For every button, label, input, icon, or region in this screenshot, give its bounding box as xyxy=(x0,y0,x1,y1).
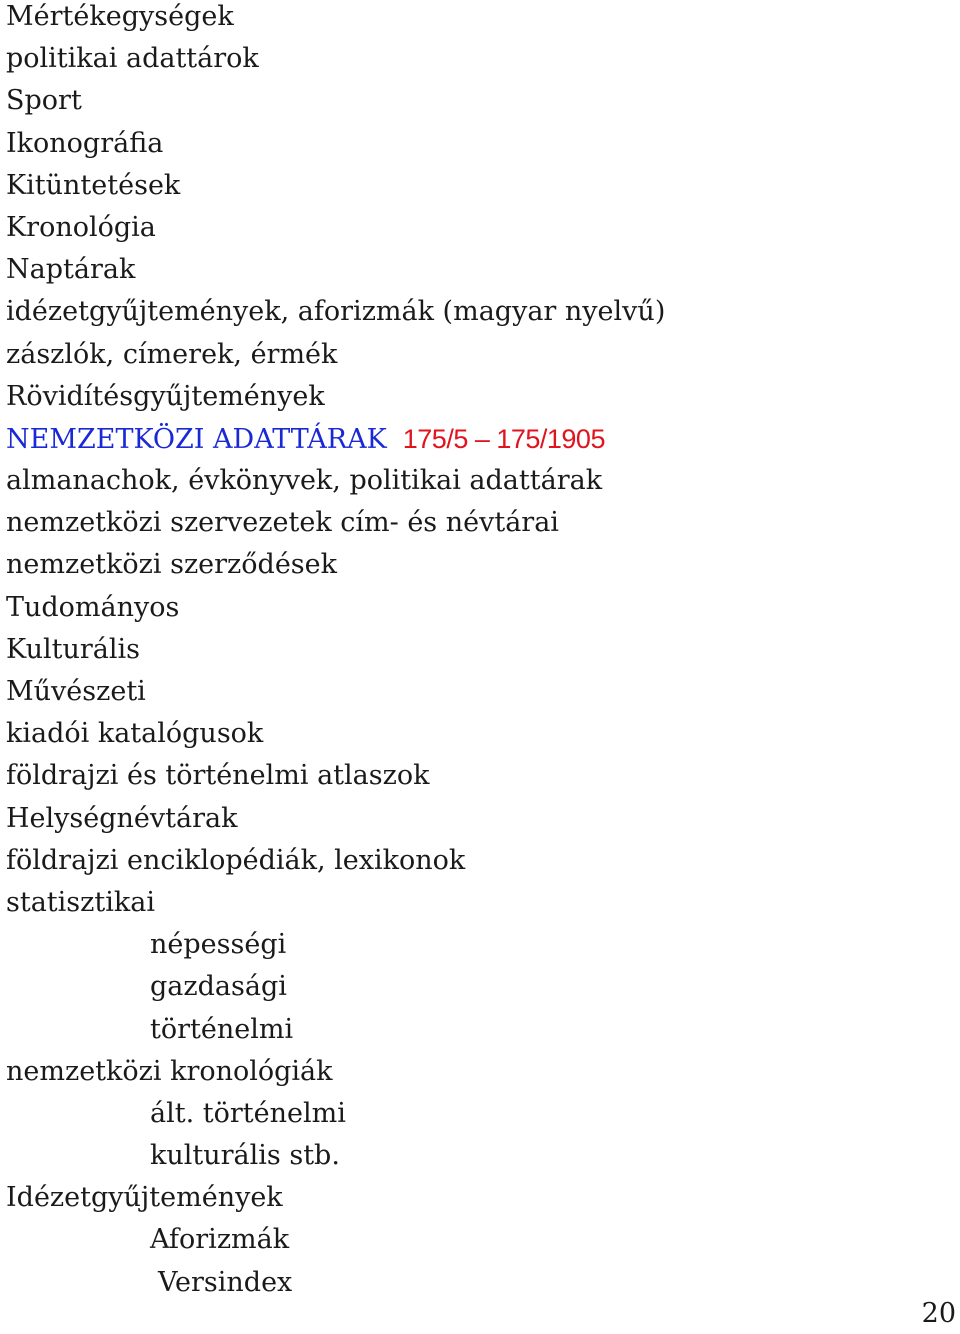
list-item: almanachok, évkönyvek, politikai adattárak xyxy=(6,465,603,497)
section-code: 175/5 – 175/1905 xyxy=(402,423,605,454)
list-item: idézetgyűjtemények, aforizmák (magyar nyelvű) xyxy=(6,296,666,328)
list-item: földrajzi és történelmi atlaszok xyxy=(6,760,430,792)
list-item: Rövidítésgyűjtemények xyxy=(6,380,325,412)
sub-item: történelmi xyxy=(150,1013,294,1045)
list-item: nemzetközi szervezetek cím- és névtárai xyxy=(6,507,559,539)
list-item: Sport xyxy=(6,85,82,117)
list-item: kiadói katalógusok xyxy=(6,718,264,750)
list-item: Művészeti xyxy=(6,676,146,707)
sub-item: népességi xyxy=(150,929,287,961)
list-item: Kulturális xyxy=(6,633,140,665)
list-item: Helységnévtárak xyxy=(6,802,238,834)
list-item: Ikonográfia xyxy=(6,127,164,159)
list-item: Mértékegységek xyxy=(6,1,234,32)
sub-item: ált. történelmi xyxy=(150,1097,346,1129)
list-item: zászlók, címerek, érmék xyxy=(6,338,338,370)
list-item: statisztikai xyxy=(6,886,155,918)
section-title: NEMZETKÖZI ADATTÁRAK xyxy=(6,423,387,455)
page-number: 20 xyxy=(921,1298,956,1329)
list-item: földrajzi enciklopédiák, lexikonok xyxy=(6,844,466,876)
list-item: Kronológia xyxy=(6,211,156,243)
sub-item: kulturális stb. xyxy=(150,1140,340,1172)
section-heading xyxy=(6,421,665,463)
sub-item: Aforizmák xyxy=(150,1224,290,1256)
list-item: politikai adattárok xyxy=(6,43,259,75)
list-item: Tudományos xyxy=(6,591,180,623)
list-item: nemzetközi kronológiák xyxy=(6,1055,333,1087)
sub-item: gazdasági xyxy=(150,971,287,1003)
list-item: Naptárak xyxy=(6,254,136,286)
catalog-list xyxy=(6,0,665,1307)
sub-item: Versindex xyxy=(158,1266,293,1298)
list-item: Idézetgyűjtemények xyxy=(6,1182,283,1214)
list-item: Kitüntetések xyxy=(6,169,181,201)
list-item: nemzetközi szerződések xyxy=(6,549,337,581)
